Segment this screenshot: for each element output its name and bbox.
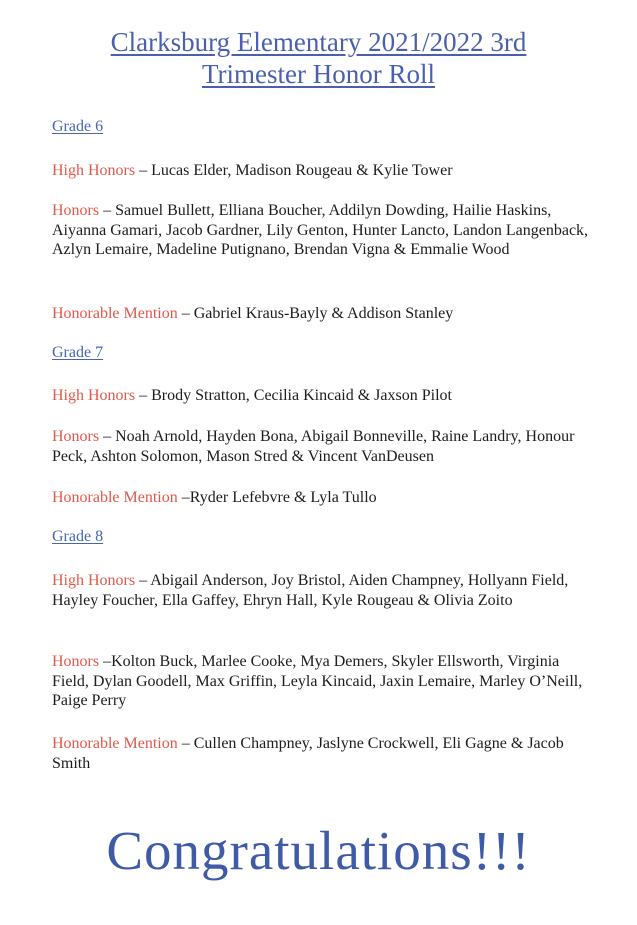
category-label: Honors (52, 202, 100, 219)
separator: – (99, 428, 116, 445)
grade-7-heading: Grade 7 (52, 344, 104, 361)
separator: – (135, 387, 152, 404)
names-list: Cullen Champney, Jaslyne Crockwell, Eli Gagne & Jacob Smith (52, 735, 564, 772)
grade-7-honors (52, 427, 597, 466)
grade-6-high-honors (52, 161, 597, 181)
grade-7-high-honors (52, 386, 597, 406)
separator: – (99, 653, 112, 670)
category-label: High Honors (52, 572, 136, 589)
grade-8-honors (52, 652, 597, 711)
names-list: Noah Arnold, Hayden Bona, Abigail Bonneville, Raine Landry, Honour Peck, Ashton Solomon, Mason Stred & Vincent VanDeusen (52, 428, 575, 465)
names-list: Brody Stratton, Cecilia Kincaid & Jaxson Pilot (151, 387, 452, 404)
grade-6-heading: Grade 6 (52, 118, 104, 135)
category-label: High Honors (52, 162, 136, 179)
category-label: Honors (52, 653, 100, 670)
category-label: Honorable Mention (52, 489, 178, 506)
grade-7-honorable-mention (52, 488, 597, 508)
grade-8-high-honors (52, 571, 597, 610)
names-list: Ryder Lefebvre & Lyla Tullo (189, 489, 377, 506)
separator: – (177, 305, 194, 322)
title-line-1: Clarksburg Elementary 2021/2022 3rd (110, 27, 527, 57)
category-label: Honorable Mention (52, 735, 178, 752)
grade-8-heading: Grade 8 (52, 528, 104, 545)
grade-8-honorable-mention (52, 734, 597, 773)
separator: – (177, 489, 190, 506)
grade-6-honors (52, 201, 597, 260)
names-list: Abigail Anderson, Joy Bristol, Aiden Champney, Hollyann Field, Hayley Foucher, Ella Gaffey, Ehryn Hall, Kyle Rougeau & Olivia Zoito (52, 572, 569, 609)
names-list: Gabriel Kraus-Bayly & Addison Stanley (193, 305, 454, 322)
names-list: Samuel Bullett, Elliana Boucher, Addilyn Dowding, Hailie Haskins, Aiyanna Gamari, Jacob Gardner, Lily Genton, Hunter Lancto, Landon Langenback, Azlyn Lemaire, Madeline Putignano, Brendan Vigna & Emmalie Wood (52, 202, 589, 258)
separator: – (135, 572, 151, 589)
separator: – (177, 735, 194, 752)
separator: – (135, 162, 152, 179)
category-label: High Honors (52, 387, 136, 404)
grade-6-honorable-mention (52, 304, 597, 324)
names-list: Lucas Elder, Madison Rougeau & Kylie Tower (151, 162, 453, 179)
category-label: Honors (52, 428, 100, 445)
category-label: Honorable Mention (52, 305, 178, 322)
page-title (0, 26, 637, 90)
separator: – (99, 202, 116, 219)
congratulations-banner: Congratulations!!! (106, 820, 531, 881)
names-list: Kolton Buck, Marlee Cooke, Mya Demers, Skyler Ellsworth, Virginia Field, Dylan Goodell, Max Griffin, Leyla Kincaid, Jaxin Lemaire, Marley O’Neill, Paige Perry (52, 653, 583, 709)
title-line-2: Trimester Honor Roll (201, 59, 435, 89)
